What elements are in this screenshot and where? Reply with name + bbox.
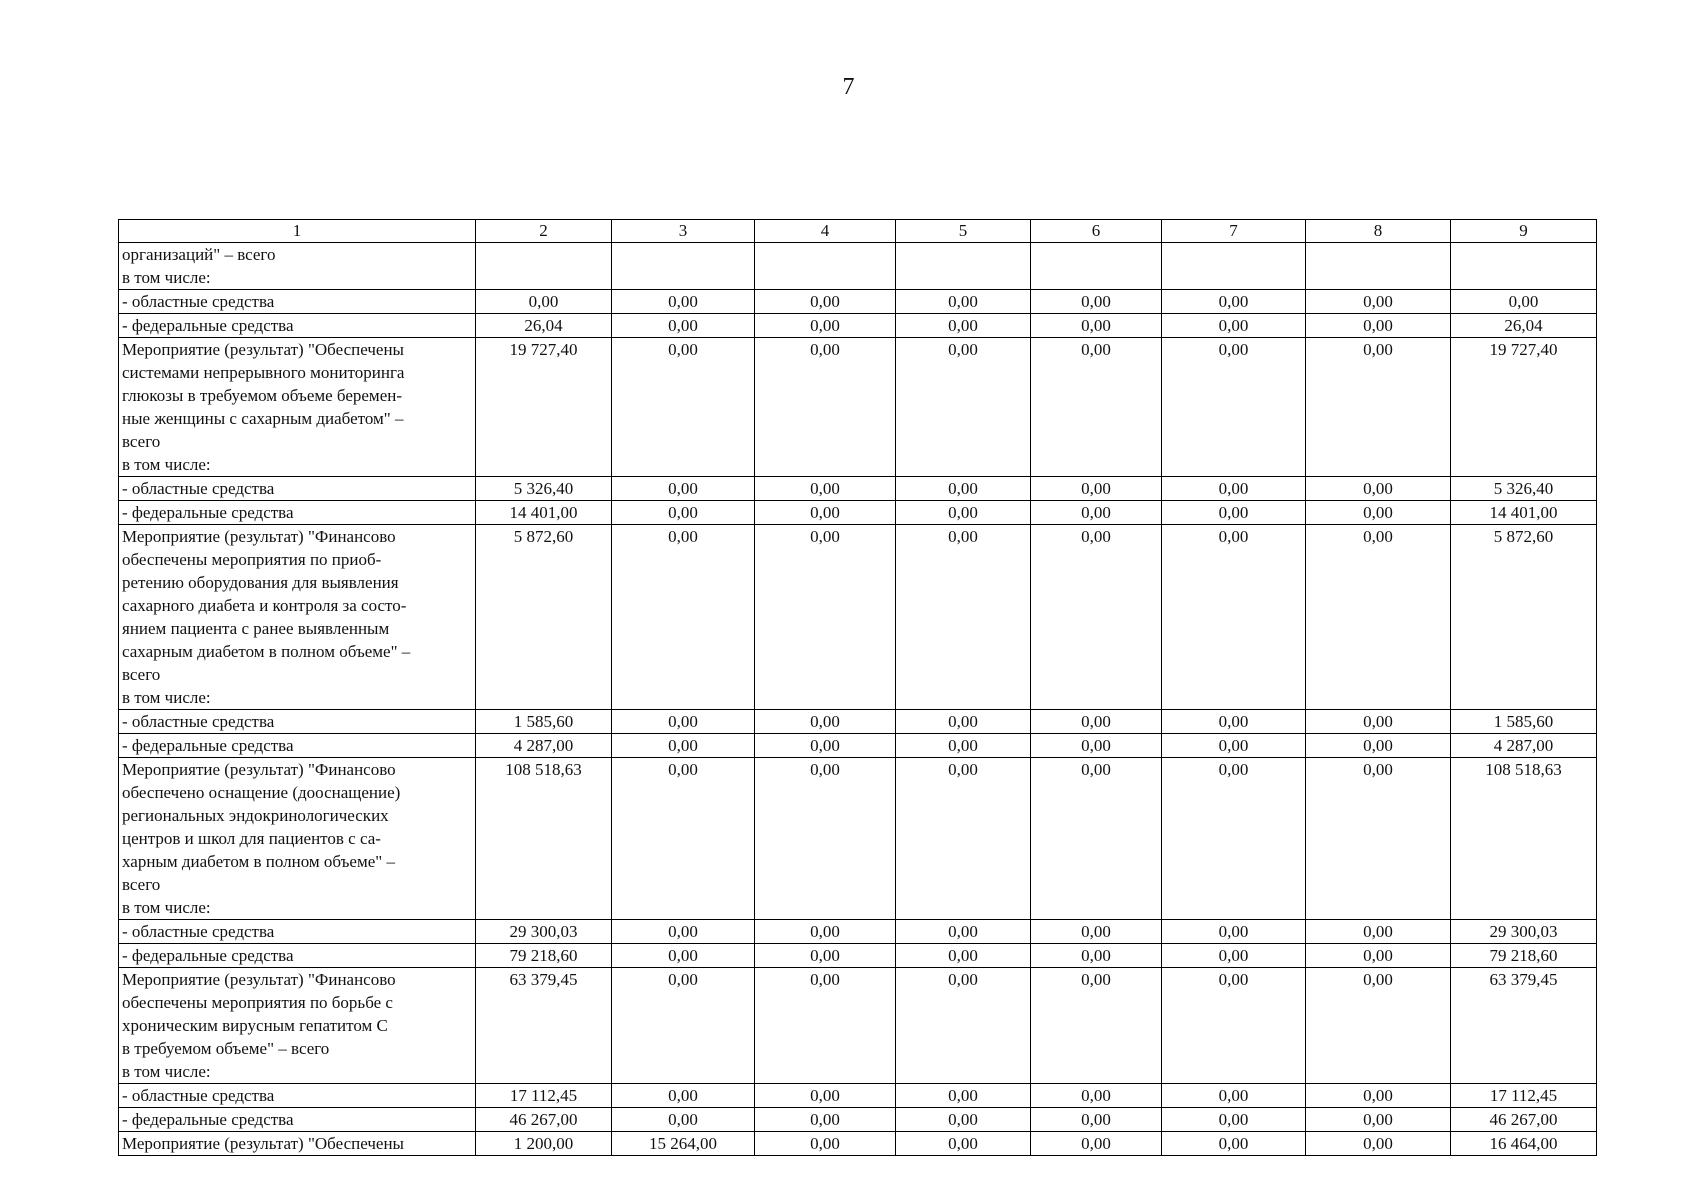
value-cell: 0,00	[1306, 710, 1451, 734]
value-cell: 0,00	[896, 710, 1031, 734]
value-cell: 1 585,60	[476, 710, 612, 734]
row-label: Мероприятие (результат) "Финансово обеспечены мероприятия по борьбе с хроническим вирусным гепатитом С в требуемом объеме" – всего в том числе:	[119, 968, 476, 1084]
value-cell: 0,00	[1306, 338, 1451, 477]
value-cell: 0,00	[1162, 338, 1306, 477]
value-cell	[1162, 243, 1306, 290]
row-label: - федеральные средства	[119, 501, 476, 525]
value-cell: 0,00	[1031, 944, 1162, 968]
value-cell: 0,00	[1031, 758, 1162, 920]
column-number: 9	[1451, 220, 1597, 243]
value-cell: 0,00	[1306, 1132, 1451, 1156]
table-row	[119, 1084, 1597, 1108]
value-cell: 0,00	[1162, 968, 1306, 1084]
value-cell: 0,00	[1162, 758, 1306, 920]
value-cell: 0,00	[612, 710, 755, 734]
row-label: - областные средства	[119, 290, 476, 314]
value-cell: 16 464,00	[1451, 1132, 1597, 1156]
row-label: Мероприятие (результат) "Финансово обеспечены мероприятия по приоб- ретению оборудования для выявления сахарного диабета и контроля за состо- янием пациента с ранее выявленным сахарным диабетом в полном объеме" – всего в том числе:	[119, 525, 476, 710]
row-label: - областные средства	[119, 477, 476, 501]
table-row	[119, 338, 1597, 477]
value-cell: 0,00	[1031, 290, 1162, 314]
table-row	[119, 920, 1597, 944]
value-cell: 0,00	[1451, 290, 1597, 314]
value-cell: 29 300,03	[1451, 920, 1597, 944]
value-cell	[476, 243, 612, 290]
value-cell: 0,00	[612, 338, 755, 477]
table-row	[119, 944, 1597, 968]
value-cell: 46 267,00	[1451, 1108, 1597, 1132]
row-label: - федеральные средства	[119, 734, 476, 758]
column-number: 2	[476, 220, 612, 243]
value-cell: 0,00	[1162, 477, 1306, 501]
value-cell: 0,00	[755, 290, 896, 314]
row-label: Мероприятие (результат) "Финансово обеспечено оснащение (дооснащение) региональных эндокринологических центров и школ для пациентов с са- харным диабетом в полном объеме" – всего в том числе:	[119, 758, 476, 920]
table-row	[119, 525, 1597, 710]
value-cell: 1 200,00	[476, 1132, 612, 1156]
row-label: - областные средства	[119, 920, 476, 944]
value-cell: 0,00	[896, 920, 1031, 944]
row-label: - областные средства	[119, 710, 476, 734]
value-cell: 0,00	[896, 1084, 1031, 1108]
value-cell: 79 218,60	[1451, 944, 1597, 968]
value-cell: 0,00	[1306, 525, 1451, 710]
value-cell: 63 379,45	[1451, 968, 1597, 1084]
row-label: - областные средства	[119, 1084, 476, 1108]
value-cell: 0,00	[612, 1084, 755, 1108]
value-cell: 0,00	[1162, 1108, 1306, 1132]
value-cell: 0,00	[1031, 338, 1162, 477]
value-cell: 17 112,45	[476, 1084, 612, 1108]
value-cell: 0,00	[1162, 734, 1306, 758]
value-cell: 5 872,60	[1451, 525, 1597, 710]
value-cell: 0,00	[755, 758, 896, 920]
value-cell: 0,00	[1031, 525, 1162, 710]
value-cell: 0,00	[755, 710, 896, 734]
value-cell: 0,00	[755, 734, 896, 758]
budget-table	[118, 219, 1597, 1156]
value-cell: 0,00	[896, 758, 1031, 920]
value-cell: 0,00	[755, 920, 896, 944]
row-label: Мероприятие (результат) "Обеспечены системами непрерывного мониторинга глюкозы в требуемом объеме беремен- ные женщины с сахарным диабетом" – всего в том числе:	[119, 338, 476, 477]
value-cell: 17 112,45	[1451, 1084, 1597, 1108]
value-cell: 0,00	[896, 338, 1031, 477]
value-cell: 0,00	[1306, 734, 1451, 758]
value-cell: 14 401,00	[1451, 501, 1597, 525]
value-cell: 0,00	[612, 758, 755, 920]
value-cell: 0,00	[612, 525, 755, 710]
value-cell: 0,00	[896, 734, 1031, 758]
value-cell: 0,00	[1306, 944, 1451, 968]
value-cell: 0,00	[1162, 1084, 1306, 1108]
value-cell: 0,00	[1031, 734, 1162, 758]
value-cell: 0,00	[1162, 944, 1306, 968]
value-cell: 0,00	[755, 1108, 896, 1132]
value-cell: 0,00	[755, 968, 896, 1084]
value-cell: 79 218,60	[476, 944, 612, 968]
value-cell: 0,00	[755, 525, 896, 710]
value-cell: 108 518,63	[1451, 758, 1597, 920]
value-cell: 0,00	[755, 338, 896, 477]
value-cell: 0,00	[1031, 477, 1162, 501]
value-cell: 0,00	[1031, 1108, 1162, 1132]
table-row	[119, 501, 1597, 525]
value-cell: 0,00	[896, 314, 1031, 338]
value-cell: 0,00	[612, 477, 755, 501]
value-cell: 0,00	[1306, 1108, 1451, 1132]
value-cell: 0,00	[755, 501, 896, 525]
value-cell: 0,00	[896, 501, 1031, 525]
value-cell	[1031, 243, 1162, 290]
value-cell: 0,00	[612, 1108, 755, 1132]
value-cell: 5 326,40	[1451, 477, 1597, 501]
value-cell: 0,00	[476, 290, 612, 314]
value-cell: 0,00	[1031, 1132, 1162, 1156]
table-row	[119, 968, 1597, 1084]
value-cell: 5 326,40	[476, 477, 612, 501]
value-cell: 0,00	[1162, 710, 1306, 734]
value-cell: 0,00	[612, 501, 755, 525]
column-number-row	[119, 220, 1597, 243]
value-cell: 0,00	[1031, 314, 1162, 338]
value-cell: 0,00	[896, 968, 1031, 1084]
value-cell: 0,00	[1031, 501, 1162, 525]
value-cell	[1451, 243, 1597, 290]
table-row	[119, 758, 1597, 920]
value-cell: 0,00	[1306, 1084, 1451, 1108]
value-cell: 5 872,60	[476, 525, 612, 710]
table-row	[119, 243, 1597, 290]
value-cell: 0,00	[755, 1084, 896, 1108]
value-cell: 0,00	[896, 1132, 1031, 1156]
value-cell: 0,00	[612, 944, 755, 968]
value-cell: 0,00	[1162, 1132, 1306, 1156]
value-cell: 0,00	[1306, 920, 1451, 944]
table-row	[119, 710, 1597, 734]
value-cell: 19 727,40	[476, 338, 612, 477]
value-cell: 0,00	[1031, 920, 1162, 944]
value-cell: 0,00	[1306, 314, 1451, 338]
table-row	[119, 734, 1597, 758]
value-cell: 0,00	[1162, 290, 1306, 314]
value-cell: 0,00	[1162, 920, 1306, 944]
column-number: 4	[755, 220, 896, 243]
value-cell: 0,00	[1306, 968, 1451, 1084]
value-cell: 46 267,00	[476, 1108, 612, 1132]
value-cell: 0,00	[1162, 525, 1306, 710]
value-cell: 15 264,00	[612, 1132, 755, 1156]
column-number: 8	[1306, 220, 1451, 243]
column-number: 1	[119, 220, 476, 243]
value-cell: 0,00	[1306, 290, 1451, 314]
value-cell: 0,00	[612, 290, 755, 314]
value-cell: 0,00	[896, 290, 1031, 314]
value-cell: 0,00	[896, 1108, 1031, 1132]
table-row	[119, 1108, 1597, 1132]
column-number: 6	[1031, 220, 1162, 243]
value-cell: 0,00	[755, 314, 896, 338]
value-cell: 0,00	[1162, 314, 1306, 338]
value-cell	[1306, 243, 1451, 290]
value-cell: 1 585,60	[1451, 710, 1597, 734]
value-cell: 0,00	[896, 525, 1031, 710]
value-cell: 0,00	[1306, 758, 1451, 920]
value-cell: 0,00	[612, 968, 755, 1084]
value-cell: 19 727,40	[1451, 338, 1597, 477]
row-label: организаций" – всего в том числе:	[119, 243, 476, 290]
value-cell: 4 287,00	[1451, 734, 1597, 758]
value-cell: 0,00	[1306, 477, 1451, 501]
value-cell: 14 401,00	[476, 501, 612, 525]
column-number: 5	[896, 220, 1031, 243]
value-cell: 0,00	[896, 944, 1031, 968]
value-cell: 4 287,00	[476, 734, 612, 758]
value-cell	[896, 243, 1031, 290]
value-cell: 108 518,63	[476, 758, 612, 920]
value-cell: 0,00	[1031, 968, 1162, 1084]
table-row	[119, 314, 1597, 338]
value-cell: 0,00	[1031, 1084, 1162, 1108]
value-cell: 0,00	[755, 1132, 896, 1156]
value-cell: 26,04	[476, 314, 612, 338]
row-label: - федеральные средства	[119, 314, 476, 338]
value-cell: 29 300,03	[476, 920, 612, 944]
value-cell: 0,00	[1031, 710, 1162, 734]
value-cell	[755, 243, 896, 290]
page-number: 7	[842, 74, 855, 100]
value-cell: 0,00	[1162, 501, 1306, 525]
row-label: Мероприятие (результат) "Обеспечены	[119, 1132, 476, 1156]
value-cell	[612, 243, 755, 290]
value-cell: 0,00	[612, 734, 755, 758]
row-label: - федеральные средства	[119, 944, 476, 968]
value-cell: 63 379,45	[476, 968, 612, 1084]
value-cell: 0,00	[755, 477, 896, 501]
value-cell: 26,04	[1451, 314, 1597, 338]
value-cell: 0,00	[612, 920, 755, 944]
table-row	[119, 1132, 1597, 1156]
column-number: 3	[612, 220, 755, 243]
value-cell: 0,00	[896, 477, 1031, 501]
value-cell: 0,00	[755, 944, 896, 968]
value-cell: 0,00	[1306, 501, 1451, 525]
table-row	[119, 477, 1597, 501]
row-label: - федеральные средства	[119, 1108, 476, 1132]
table-row	[119, 290, 1597, 314]
value-cell: 0,00	[612, 314, 755, 338]
column-number: 7	[1162, 220, 1306, 243]
